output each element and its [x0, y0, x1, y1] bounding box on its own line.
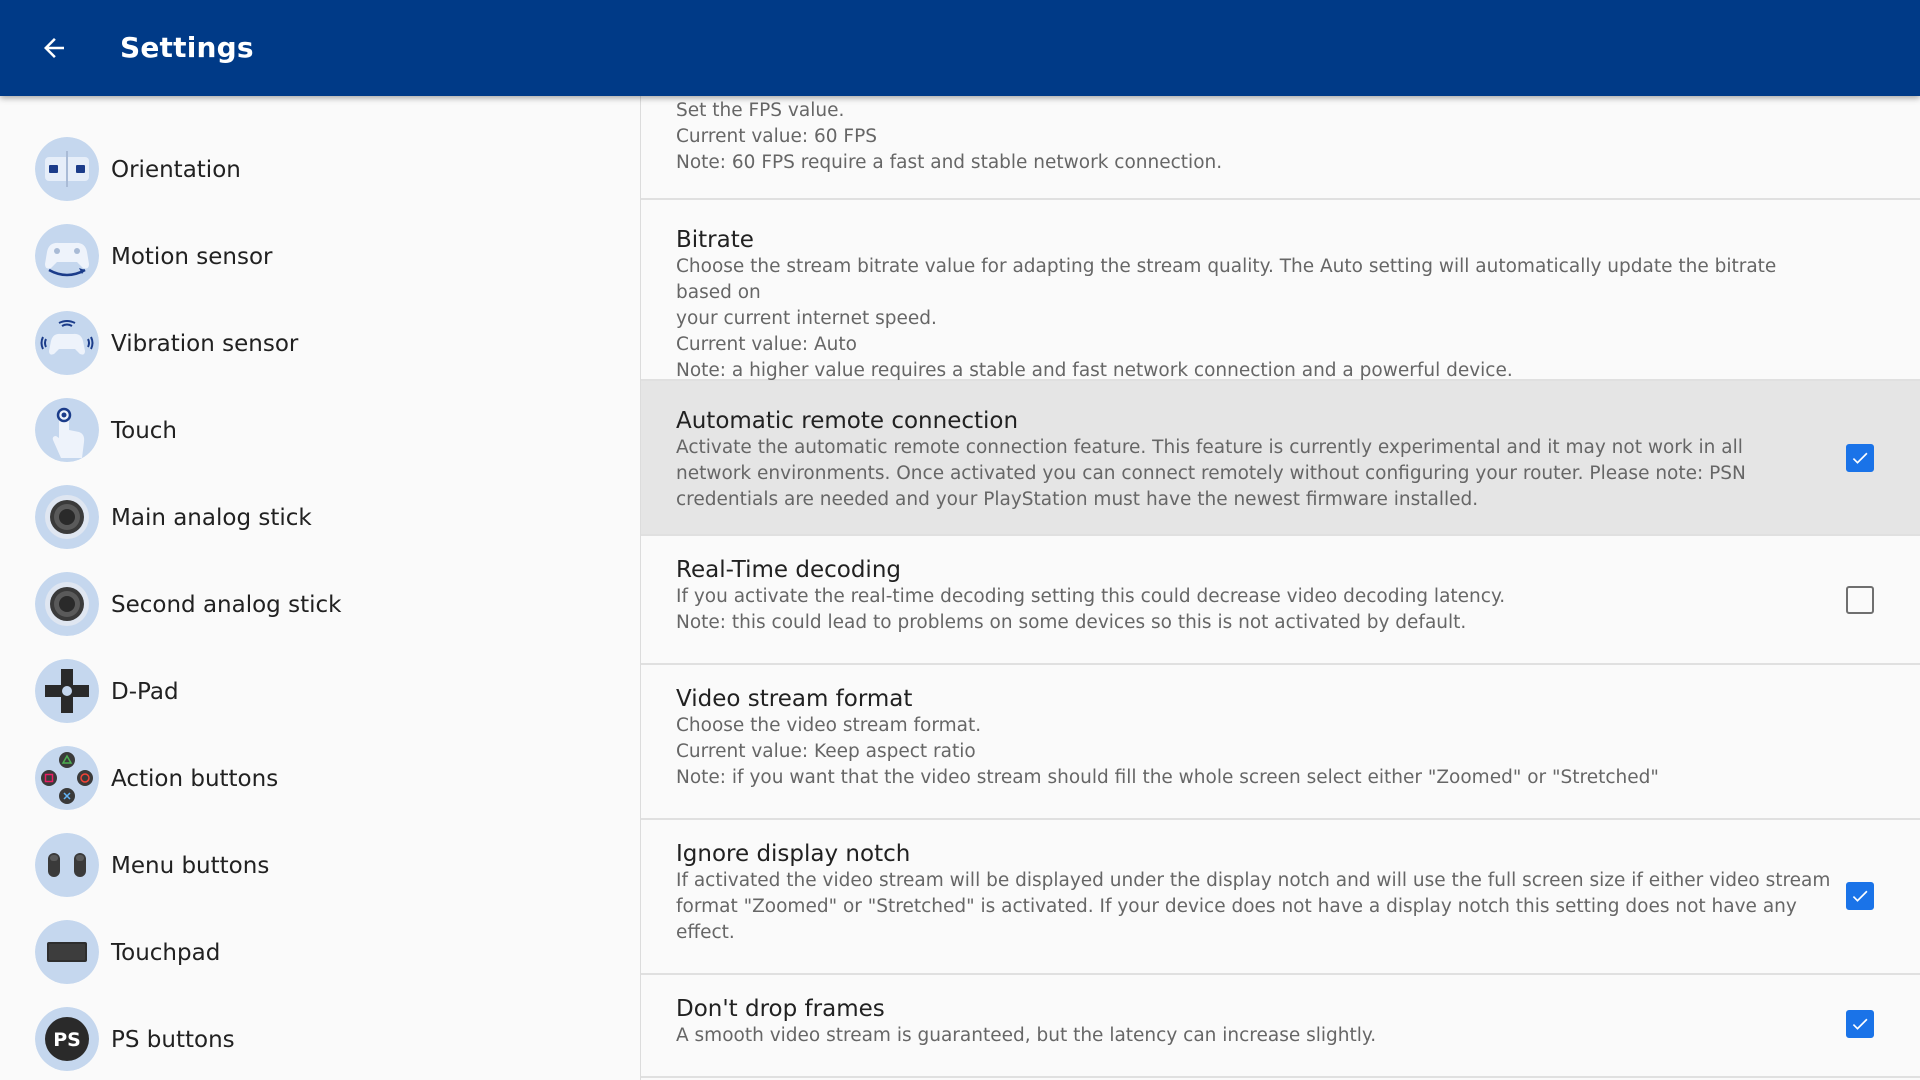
arrow-back-icon	[39, 33, 69, 63]
automatic-remote-connection-checkbox[interactable]	[1846, 444, 1874, 472]
sidebar	[0, 96, 640, 1080]
pref-summary: format "Zoomed" or "Stretched" is activated. If your device does not have a display notch this setting does not have any	[676, 896, 1797, 917]
vibration-sensor-icon	[35, 311, 99, 375]
ps-buttons-icon	[35, 1007, 99, 1071]
pref-bitrate[interactable]	[641, 200, 1920, 381]
touch-icon	[35, 398, 99, 462]
pref-summary: Note: this could lead to problems on some devices so this is not activated by default.	[676, 612, 1467, 633]
sidebar-item-touch[interactable]	[0, 387, 640, 474]
pref-real-time-decoding[interactable]	[641, 536, 1920, 665]
main-analog-stick-icon	[35, 485, 99, 549]
sidebar-item-vibration-sensor[interactable]	[0, 300, 640, 387]
pref-summary: If activated the video stream will be displayed under the display notch and will use the full screen size if either video stream	[676, 870, 1831, 891]
pref-summary: If you activate the real-time decoding setting this could decrease video decoding latency.	[676, 586, 1506, 607]
pref-title: Real-Time decoding	[676, 557, 902, 583]
sidebar-item-label: Main analog stick	[111, 504, 312, 531]
pref-summary: Choose the video stream format.	[676, 715, 982, 736]
sidebar-item-label: Menu buttons	[111, 852, 270, 879]
pref-summary: your current internet speed.	[676, 308, 937, 329]
sidebar-item-menu-buttons[interactable]	[0, 822, 640, 909]
pref-summary: Note: a higher value requires a stable and fast network connection and a powerful device.	[676, 360, 1513, 381]
sidebar-item-action-buttons[interactable]	[0, 735, 640, 822]
preferences-list	[641, 96, 1920, 1080]
sidebar-item-label: Touch	[111, 417, 178, 444]
action-buttons-icon	[35, 746, 99, 810]
pref-title: Video stream format	[676, 686, 913, 712]
pref-summary: Current value: 60 FPS	[676, 126, 877, 147]
sidebar-item-label: PS buttons	[111, 1026, 235, 1053]
sidebar-item-touchpad[interactable]	[0, 909, 640, 996]
sidebar-item-label: Motion sensor	[111, 243, 273, 270]
orientation-icon	[35, 137, 99, 201]
svg-text:PS: PS	[53, 1029, 81, 1051]
sidebar-item-orientation[interactable]	[0, 126, 640, 213]
second-analog-stick-icon	[35, 572, 99, 636]
dpad-icon	[35, 659, 99, 723]
check-icon	[1850, 448, 1870, 468]
pref-fps[interactable]	[641, 96, 1920, 200]
sidebar-item-ps-buttons[interactable]	[0, 996, 640, 1080]
ignore-display-notch-checkbox[interactable]	[1846, 882, 1874, 910]
sidebar-item-second-analog-stick[interactable]	[0, 561, 640, 648]
pref-title: Bitrate	[676, 227, 754, 253]
sidebar-item-label: Second analog stick	[111, 591, 342, 618]
pref-summary: A smooth video stream is guaranteed, but the latency can increase slightly.	[676, 1025, 1377, 1046]
sidebar-item-motion-sensor[interactable]	[0, 213, 640, 300]
sidebar-item-label: Orientation	[111, 156, 241, 183]
pref-summary: Note: 60 FPS require a fast and stable network connection.	[676, 152, 1223, 173]
pref-title: Ignore display notch	[676, 841, 911, 867]
pref-video-stream-format[interactable]	[641, 665, 1920, 820]
sidebar-item-label: Vibration sensor	[111, 330, 299, 357]
pref-summary: credentials are needed and your PlayStation must have the newest firmware installed.	[676, 489, 1479, 510]
page-title: Settings	[120, 31, 254, 64]
dont-drop-frames-checkbox[interactable]	[1846, 1010, 1874, 1038]
pref-ignore-display-notch[interactable]	[641, 820, 1920, 975]
pref-summary: Choose the stream bitrate value for adapting the stream quality. The Auto setting will automatically update the bitrate based on	[676, 256, 1777, 303]
pref-summary: Current value: Keep aspect ratio	[676, 741, 976, 762]
motion-sensor-icon	[35, 224, 99, 288]
pref-summary: effect.	[676, 922, 735, 943]
check-icon	[1850, 886, 1870, 906]
pref-summary: Set the FPS value.	[676, 100, 845, 121]
back-button[interactable]	[30, 24, 78, 72]
pref-dont-drop-frames[interactable]	[641, 975, 1920, 1078]
pref-summary: Activate the automatic remote connection feature. This feature is currently experimental and it may not work in all	[676, 437, 1743, 458]
sidebar-item-main-analog-stick[interactable]	[0, 474, 640, 561]
pref-automatic-remote-connection[interactable]	[641, 381, 1920, 536]
pref-summary: Current value: Auto	[676, 334, 857, 355]
app-bar	[0, 0, 1920, 96]
sidebar-item-label: D-Pad	[111, 678, 179, 705]
menu-buttons-icon	[35, 833, 99, 897]
pref-summary: network environments. Once activated you can connect remotely without configuring your router. Please note: PSN	[676, 463, 1746, 484]
pref-summary: Note: if you want that the video stream should fill the whole screen select either "Zoomed" or "Stretched"	[676, 767, 1659, 788]
real-time-decoding-checkbox[interactable]	[1846, 586, 1874, 614]
touchpad-icon	[35, 920, 99, 984]
sidebar-item-label: Action buttons	[111, 765, 279, 792]
sidebar-item-dpad[interactable]	[0, 648, 640, 735]
check-icon	[1850, 1014, 1870, 1034]
pref-title: Automatic remote connection	[676, 408, 1019, 434]
pref-title: Don't drop frames	[676, 996, 885, 1022]
sidebar-item-label: Touchpad	[111, 939, 221, 966]
